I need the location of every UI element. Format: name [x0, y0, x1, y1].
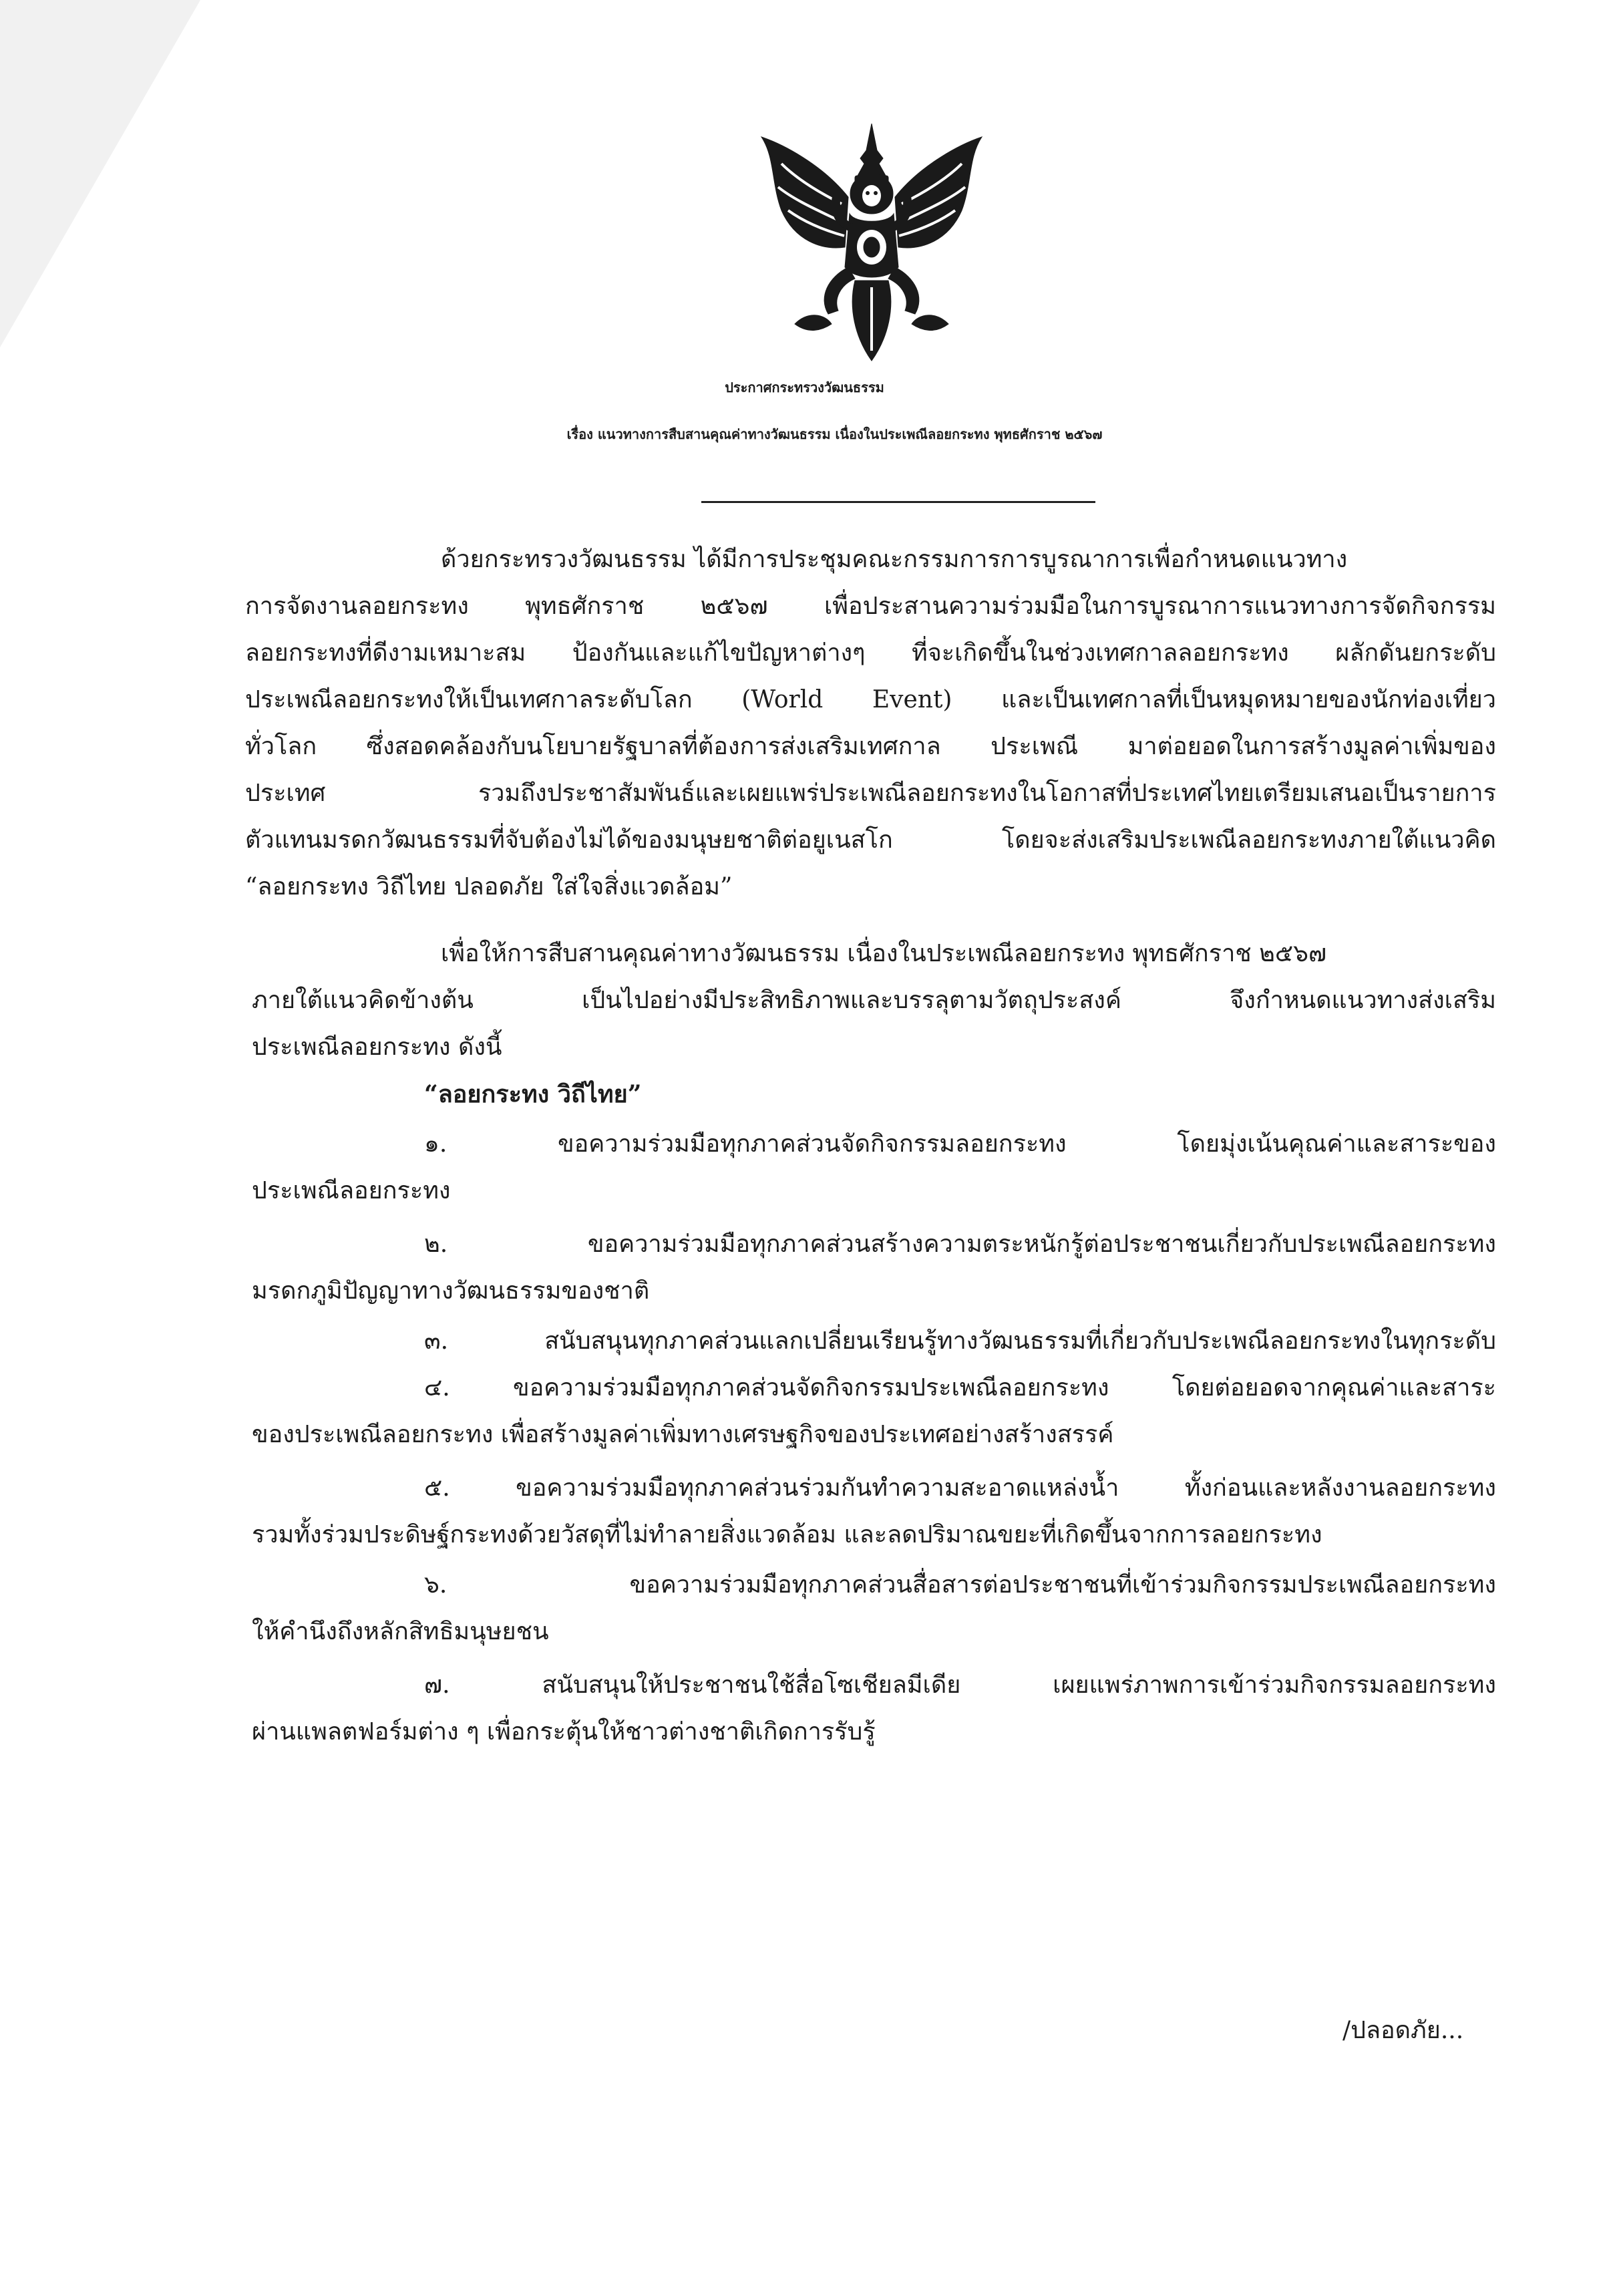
title-underline [701, 501, 1095, 503]
announcement-subject: เรื่อง แนวทางการสืบสานคุณค่าทางวัฒนธรรม เนื่องในประเพณีลอยกระทง พุทธศักราช ๒๕๖๗ [566, 426, 1103, 442]
list-item: ๓. สนับสนุนทุกภาคส่วนแลกเปลี่ยนเรียนรู้ทางวัฒนธรรมที่เกี่ยวกับประเพณีลอยกระทงในทุกระดับ [424, 1327, 1496, 1355]
garuda-emblem-icon [755, 124, 989, 364]
para2-line: ประเพณีลอยกระทง ดังนี้ [252, 1033, 502, 1061]
list-item: ๖. ขอความร่วมมือทุกภาคส่วนสื่อสารต่อประชาชนที่เข้าร่วมกิจกรรมประเพณีลอยกระทง [424, 1571, 1496, 1599]
para1-line: การจัดงานลอยกระทง พุทธศักราช ๒๕๖๗ เพื่อประสานความร่วมมือในการบูรณาการแนวทางการจัดกิจกรรม [245, 593, 1496, 620]
list-item: ๕. ขอความร่วมมือทุกภาคส่วนร่วมกันทำความสะอาดแหล่งน้ำ ทั้งก่อนและหลังงานลอยกระทง [424, 1474, 1496, 1502]
scan-shading [0, 0, 200, 347]
para1-line: ประเทศ รวมถึงประชาสัมพันธ์และเผยแพร่ประเพณีลอยกระทงในโอกาสที่ประเทศไทยเตรียมเสนอเป็นรายการ [245, 780, 1496, 807]
list-item: ๗. สนับสนุนให้ประชาชนใช้สื่อโซเชียลมีเดีย เผยแพร่ภาพการเข้าร่วมกิจกรรมลอยกระทง [424, 1671, 1496, 1699]
page-continuation-marker: /ปลอดภัย... [1343, 2017, 1464, 2044]
para1-line: ทั่วโลก ซึ่งสอดคล้องกับนโยบายรัฐบาลที่ต้องการส่งเสริมเทศกาล ประเพณี มาต่อยอดในการสร้างมูลค่าเพิ่มของ [245, 733, 1496, 760]
list-item: ๒. ขอความร่วมมือทุกภาคส่วนสร้างความตระหนักรู้ต่อประชาชนเกี่ยวกับประเพณีลอยกระทง [424, 1231, 1496, 1258]
list-item-continuation: ให้คำนึงถึงหลักสิทธิมนุษยชน [252, 1618, 549, 1645]
para1-line: ตัวแทนมรดกวัฒนธรรมที่จับต้องไม่ได้ของมนุษยชาติต่อยูเนสโก โดยจะส่งเสริมประเพณีลอยกระทงภายใต้แนวคิด [245, 826, 1496, 854]
list-item-continuation: รวมทั้งร่วมประดิษฐ์กระทงด้วยวัสดุที่ไม่ทำลายสิ่งแวดล้อม และลดปริมาณขยะที่เกิดขึ้นจากการลอยกระทง [252, 1521, 1322, 1548]
para2-line: เพื่อให้การสืบสานคุณค่าทางวัฒนธรรม เนื่องในประเพณีลอยกระทง พุทธศักราช ๒๕๖๗ [441, 940, 1327, 967]
list-item-continuation: ของประเพณีลอยกระทง เพื่อสร้างมูลค่าเพิ่มทางเศรษฐกิจของประเทศอย่างสร้างสรรค์ [252, 1421, 1114, 1448]
list-item: ๑. ขอความร่วมมือทุกภาคส่วนจัดกิจกรรมลอยกระทง โดยมุ่งเน้นคุณค่าและสาระของ [424, 1130, 1496, 1158]
list-item-continuation: ประเพณีลอยกระทง [252, 1177, 451, 1204]
section-heading: “ลอยกระทง วิถีไทย” [424, 1080, 642, 1108]
para2-line: ภายใต้แนวคิดข้างต้น เป็นไปอย่างมีประสิทธิภาพและบรรลุตามวัตถุประสงค์ จึงกำหนดแนวทางส่งเสริม [252, 987, 1496, 1014]
announcement-title: ประกาศกระทรวงวัฒนธรรม [725, 379, 884, 395]
para1-line: ด้วยกระทรวงวัฒนธรรม ได้มีการประชุมคณะกรรมการการบูรณาการเพื่อกำหนดแนวทาง [441, 546, 1348, 573]
para1-line: “ลอยกระทง วิถีไทย ปลอดภัย ใส่ใจสิ่งแวดล้อม” [245, 873, 733, 900]
list-item-continuation: ผ่านแพลตฟอร์มต่าง ๆ เพื่อกระตุ้นให้ชาวต่างชาติเกิดการรับรู้ [252, 1718, 876, 1746]
list-item: ๔. ขอความร่วมมือทุกภาคส่วนจัดกิจกรรมประเพณีลอยกระทง โดยต่อยอดจากคุณค่าและสาระ [424, 1374, 1496, 1402]
para1-line: ประเพณีลอยกระทงให้เป็นเทศกาลระดับโลก (World Event) และเป็นเทศกาลที่เป็นหมุดหมายของนักท่องเที่ยว [245, 686, 1496, 713]
para1-line: ลอยกระทงที่ดีงามเหมาะสม ป้องกันและแก้ไขปัญหาต่างๆ ที่จะเกิดขึ้นในช่วงเทศกาลลอยกระทง ผลักดันยกระดับ [245, 639, 1496, 667]
list-item-continuation: มรดกภูมิปัญญาทางวัฒนธรรมของชาติ [252, 1277, 650, 1305]
